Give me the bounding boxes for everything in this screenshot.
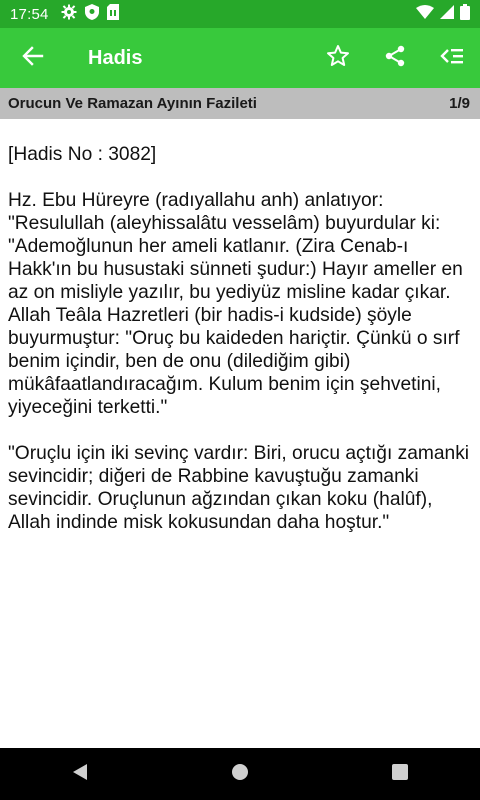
page-indicator: 1/9 (449, 95, 470, 112)
status-notification-icons (61, 4, 119, 25)
list-icon (439, 46, 465, 71)
battery-icon (460, 4, 470, 25)
shield-icon (85, 4, 99, 25)
nav-home-button[interactable] (200, 748, 280, 800)
nav-back-button[interactable] (40, 748, 120, 800)
share-button[interactable] (366, 28, 423, 88)
back-button[interactable] (0, 28, 66, 88)
spacer (8, 419, 474, 442)
spacer (8, 166, 474, 189)
list-button[interactable] (423, 28, 480, 88)
section-header (0, 88, 480, 119)
hadis-paragraph: "Oruçlu için iki sevinç vardır: Biri, orucu açtığı zamanki sevincidir; diğeri de Rabbine kavuştuğu zamanki sevincidir. Oruçlunun ağzından çıkan koku (halûf), Allah indinde misk kokusundan daha hoştur." (8, 443, 470, 533)
app-bar (0, 28, 480, 88)
status-bar (0, 0, 480, 28)
status-time: 17:54 (10, 5, 49, 23)
status-system-icons (416, 4, 470, 25)
home-circle-icon (231, 763, 249, 786)
star-icon (326, 44, 350, 73)
favorite-button[interactable] (309, 28, 366, 88)
hadis-paragraph: Hz. Ebu Hüreyre (radıyallahu anh) anlatıyor: "Resulullah (aleyhissalâtu vesselâm) buyurdular ki: "Ademoğlunun her ameli katlanır. (Zira Cenab-ı Hakk'ın bu husustaki sünneti şudur:) Hayır ameller en az on misliyle yazılır, bu yediyüz misline kadar çıkar. Allah Teâla Hazretleri (bir hadis-i kudside) şöyle buyurmuştur: "Oruç bu kaideden hariçtir. Çünkü o sırf benim içindir, ben de onu (dilediğim gibi) mükâfaatlandıracağım. Kulum benim için şehvetini, yiyeceğini terketti." (8, 190, 463, 418)
recents-square-icon (392, 764, 408, 785)
system-nav-bar (0, 748, 480, 800)
back-triangle-icon (71, 763, 89, 786)
section-title: Orucun Ve Ramazan Ayının Fazileti (8, 95, 257, 112)
wifi-icon (416, 5, 434, 24)
sim-card-icon (107, 4, 119, 25)
gear-icon (61, 4, 77, 25)
share-icon (383, 44, 407, 73)
back-arrow-icon (22, 45, 44, 72)
nav-recents-button[interactable] (360, 748, 440, 800)
signal-icon (440, 5, 454, 24)
app-bar-actions (309, 28, 480, 88)
hadis-content (8, 143, 474, 534)
hadis-number: [Hadis No : 3082] (8, 144, 157, 165)
page-title: Hadis (88, 46, 143, 69)
